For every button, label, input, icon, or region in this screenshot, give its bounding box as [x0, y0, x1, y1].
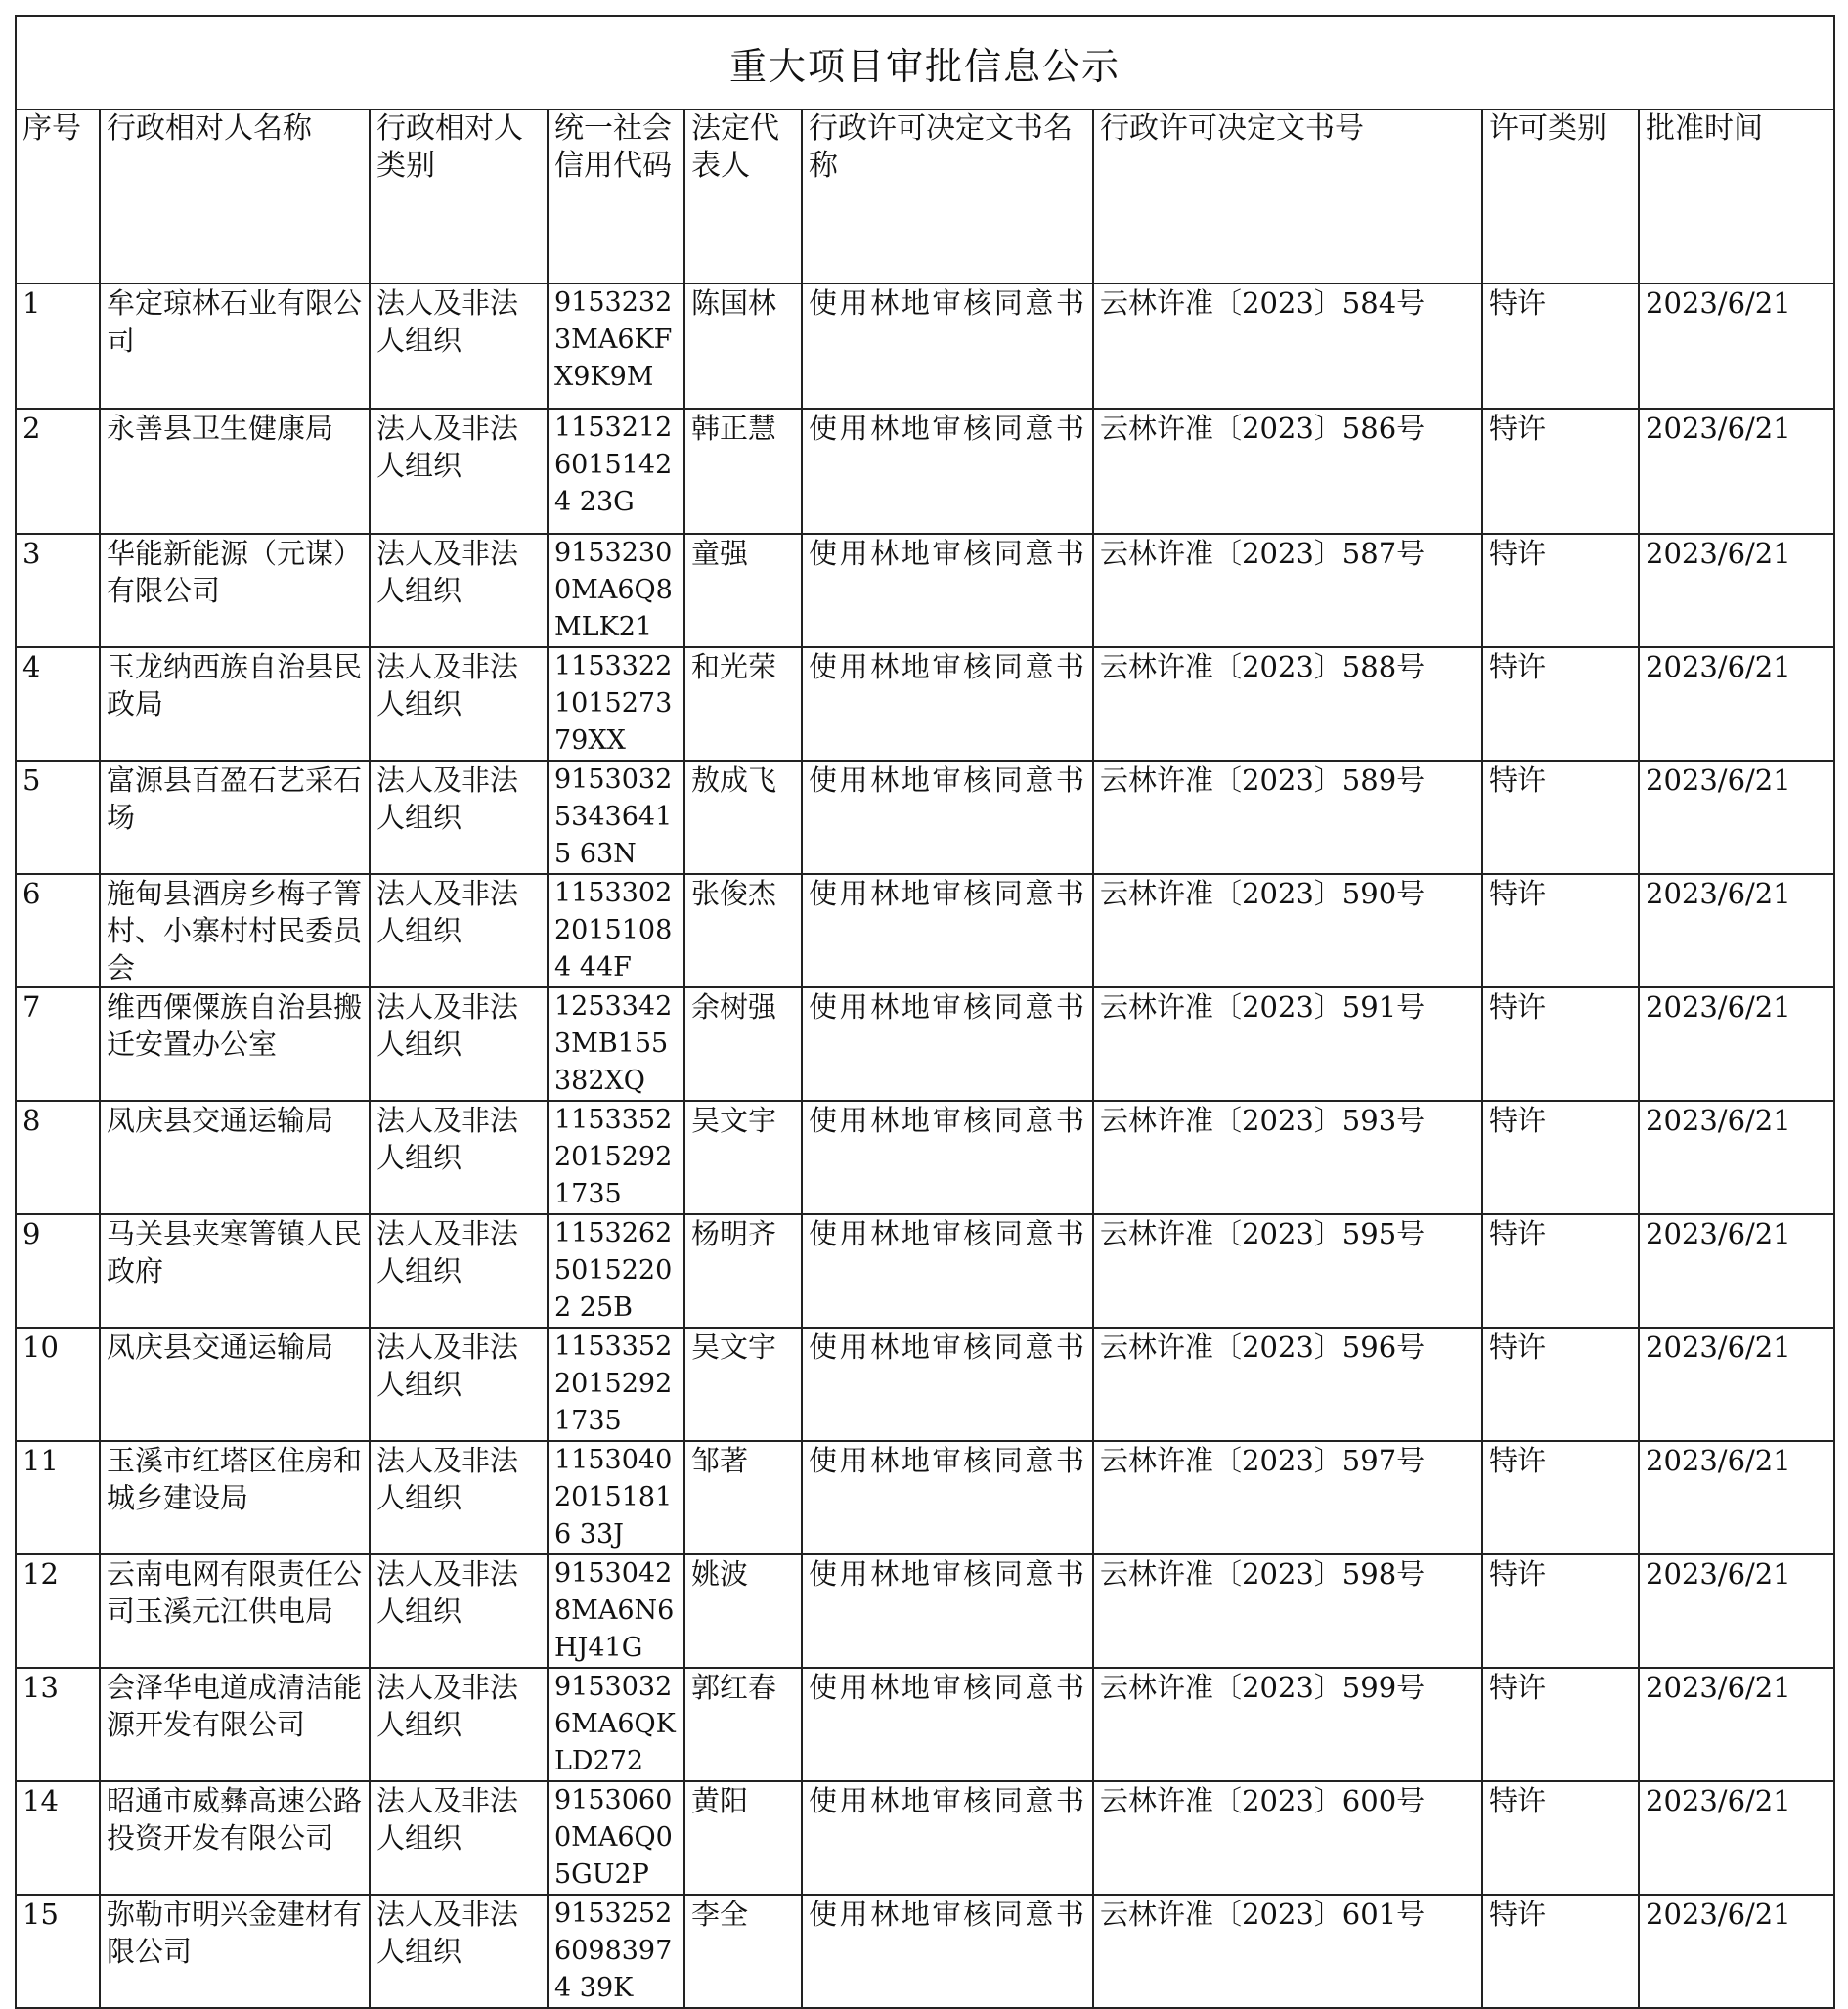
cell-approval-date: 2023/6/21: [1639, 1101, 1834, 1214]
cell-seq: 8: [16, 1101, 100, 1214]
cell-seq: 6: [16, 874, 100, 987]
cell-name: 弥勒市明兴金建材有限公司: [100, 1895, 370, 2008]
cell-seq: 12: [16, 1554, 100, 1668]
cell-approval-date: 2023/6/21: [1639, 1895, 1834, 2008]
cell-doc-no: 云林许准〔2023〕589号: [1093, 761, 1482, 874]
cell-doc-name: 使用林地审核同意书: [802, 1554, 1093, 1668]
cell-legal-rep: 吴文宇: [684, 1328, 802, 1441]
table-row: [16, 284, 1834, 409]
cell-category: 法人及非法人组织: [370, 534, 548, 647]
cell-name: 马关县夹寒箐镇人民政府: [100, 1214, 370, 1328]
cell-name: 玉溪市红塔区住房和城乡建设局: [100, 1441, 370, 1554]
cell-approval-date: 2023/6/21: [1639, 1214, 1834, 1328]
table-row: [16, 1101, 1834, 1214]
cell-name: 昭通市威彝高速公路投资开发有限公司: [100, 1781, 370, 1895]
cell-approval-date: 2023/6/21: [1639, 1441, 1834, 1554]
cell-doc-name: 使用林地审核同意书: [802, 761, 1093, 874]
cell-name: 玉龙纳西族自治县民政局: [100, 647, 370, 761]
cell-doc-name: 使用林地审核同意书: [802, 534, 1093, 647]
cell-seq: 5: [16, 761, 100, 874]
cell-name: 施甸县酒房乡梅子箐村、小寨村村民委员会: [100, 874, 370, 987]
cell-seq: 11: [16, 1441, 100, 1554]
cell-credit-code: 91530326MA6QKLD272: [548, 1668, 684, 1781]
cell-doc-name: 使用林地审核同意书: [802, 1441, 1093, 1554]
cell-legal-rep: 杨明齐: [684, 1214, 802, 1328]
cell-legal-rep: 和光荣: [684, 647, 802, 761]
cell-seq: 10: [16, 1328, 100, 1441]
cell-permit-type: 特许: [1482, 1554, 1639, 1668]
cell-category: 法人及非法人组织: [370, 1101, 548, 1214]
table-row: [16, 1781, 1834, 1895]
header-category: 行政相对人类别: [370, 109, 548, 284]
cell-credit-code: 115321260151424 23G: [548, 409, 684, 534]
cell-legal-rep: 姚波: [684, 1554, 802, 1668]
cell-category: 法人及非法人组织: [370, 1668, 548, 1781]
cell-approval-date: 2023/6/21: [1639, 1781, 1834, 1895]
cell-legal-rep: 余树强: [684, 987, 802, 1101]
cell-doc-no: 云林许准〔2023〕591号: [1093, 987, 1482, 1101]
cell-permit-type: 特许: [1482, 1441, 1639, 1554]
header-row: [16, 109, 1834, 284]
cell-category: 法人及非法人组织: [370, 409, 548, 534]
cell-doc-name: 使用林地审核同意书: [802, 1781, 1093, 1895]
cell-name: 云南电网有限责任公司玉溪元江供电局: [100, 1554, 370, 1668]
cell-doc-no: 云林许准〔2023〕599号: [1093, 1668, 1482, 1781]
cell-approval-date: 2023/6/21: [1639, 1328, 1834, 1441]
cell-seq: 9: [16, 1214, 100, 1328]
header-name: 行政相对人名称: [100, 109, 370, 284]
cell-credit-code: 115330220151084 44F: [548, 874, 684, 987]
cell-doc-name: 使用林地审核同意书: [802, 1895, 1093, 2008]
cell-approval-date: 2023/6/21: [1639, 409, 1834, 534]
cell-approval-date: 2023/6/21: [1639, 987, 1834, 1101]
cell-seq: 4: [16, 647, 100, 761]
table-row: [16, 1554, 1834, 1668]
cell-credit-code: 115335220152921735: [548, 1328, 684, 1441]
table-row: [16, 1895, 1834, 2008]
table-row: [16, 1328, 1834, 1441]
cell-category: 法人及非法人组织: [370, 1895, 548, 2008]
cell-doc-no: 云林许准〔2023〕590号: [1093, 874, 1482, 987]
cell-doc-no: 云林许准〔2023〕588号: [1093, 647, 1482, 761]
cell-category: 法人及非法人组织: [370, 1781, 548, 1895]
table-row: [16, 1214, 1834, 1328]
cell-permit-type: 特许: [1482, 1214, 1639, 1328]
cell-credit-code: 91532300MA6Q8MLK21: [548, 534, 684, 647]
cell-legal-rep: 韩正慧: [684, 409, 802, 534]
cell-seq: 3: [16, 534, 100, 647]
cell-doc-name: 使用林地审核同意书: [802, 647, 1093, 761]
cell-legal-rep: 童强: [684, 534, 802, 647]
table-row: [16, 874, 1834, 987]
cell-approval-date: 2023/6/21: [1639, 1554, 1834, 1668]
cell-legal-rep: 邹著: [684, 1441, 802, 1554]
cell-category: 法人及非法人组织: [370, 1441, 548, 1554]
cell-name: 华能新能源（元谋）有限公司: [100, 534, 370, 647]
cell-doc-name: 使用林地审核同意书: [802, 1328, 1093, 1441]
header-permit-type: 许可类别: [1482, 109, 1639, 284]
cell-permit-type: 特许: [1482, 987, 1639, 1101]
cell-credit-code: 1153322101527379XX: [548, 647, 684, 761]
cell-doc-name: 使用林地审核同意书: [802, 284, 1093, 409]
cell-legal-rep: 陈国林: [684, 284, 802, 409]
cell-permit-type: 特许: [1482, 1895, 1639, 2008]
cell-credit-code: 12533423MB155382XQ: [548, 987, 684, 1101]
cell-approval-date: 2023/6/21: [1639, 761, 1834, 874]
cell-legal-rep: 张俊杰: [684, 874, 802, 987]
cell-legal-rep: 黄阳: [684, 1781, 802, 1895]
cell-doc-no: 云林许准〔2023〕600号: [1093, 1781, 1482, 1895]
cell-permit-type: 特许: [1482, 1101, 1639, 1214]
header-credit-code: 统一社会信用代码: [548, 109, 684, 284]
cell-legal-rep: 敖成飞: [684, 761, 802, 874]
cell-doc-name: 使用林地审核同意书: [802, 1101, 1093, 1214]
cell-seq: 1: [16, 284, 100, 409]
header-legal-rep: 法定代表人: [684, 109, 802, 284]
cell-name: 会泽华电道成清洁能源开发有限公司: [100, 1668, 370, 1781]
cell-permit-type: 特许: [1482, 647, 1639, 761]
header-seq: 序号: [16, 109, 100, 284]
cell-category: 法人及非法人组织: [370, 761, 548, 874]
cell-doc-name: 使用林地审核同意书: [802, 987, 1093, 1101]
cell-name: 凤庆县交通运输局: [100, 1328, 370, 1441]
cell-category: 法人及非法人组织: [370, 987, 548, 1101]
cell-name: 富源县百盈石艺采石场: [100, 761, 370, 874]
cell-legal-rep: 吴文宇: [684, 1101, 802, 1214]
cell-permit-type: 特许: [1482, 409, 1639, 534]
table-row: [16, 987, 1834, 1101]
cell-doc-no: 云林许准〔2023〕593号: [1093, 1101, 1482, 1214]
cell-credit-code: 91530600MA6Q05GU2P: [548, 1781, 684, 1895]
cell-credit-code: 915325260983974 39K: [548, 1895, 684, 2008]
cell-seq: 2: [16, 409, 100, 534]
cell-credit-code: 915303253436415 63N: [548, 761, 684, 874]
cell-category: 法人及非法人组织: [370, 284, 548, 409]
cell-doc-no: 云林许准〔2023〕596号: [1093, 1328, 1482, 1441]
table-row: [16, 1668, 1834, 1781]
cell-legal-rep: 郭红春: [684, 1668, 802, 1781]
cell-seq: 15: [16, 1895, 100, 2008]
cell-name: 永善县卫生健康局: [100, 409, 370, 534]
header-approval-date: 批准时间: [1639, 109, 1834, 284]
cell-permit-type: 特许: [1482, 284, 1639, 409]
header-doc-no: 行政许可决定文书号: [1093, 109, 1482, 284]
cell-credit-code: 115326250152202 25B: [548, 1214, 684, 1328]
cell-approval-date: 2023/6/21: [1639, 1668, 1834, 1781]
cell-permit-type: 特许: [1482, 1328, 1639, 1441]
cell-seq: 7: [16, 987, 100, 1101]
cell-name: 凤庆县交通运输局: [100, 1101, 370, 1214]
header-doc-name: 行政许可决定文书名称: [802, 109, 1093, 284]
cell-credit-code: 91532323MA6KFX9K9M: [548, 284, 684, 409]
cell-credit-code: 91530428MA6N6HJ41G: [548, 1554, 684, 1668]
cell-name: 牟定琼林石业有限公司: [100, 284, 370, 409]
cell-doc-no: 云林许准〔2023〕597号: [1093, 1441, 1482, 1554]
table-row: [16, 1441, 1834, 1554]
cell-permit-type: 特许: [1482, 1781, 1639, 1895]
cell-approval-date: 2023/6/21: [1639, 284, 1834, 409]
cell-permit-type: 特许: [1482, 1668, 1639, 1781]
cell-category: 法人及非法人组织: [370, 1214, 548, 1328]
cell-permit-type: 特许: [1482, 761, 1639, 874]
approval-table: [15, 15, 1835, 2009]
table-row: [16, 409, 1834, 534]
cell-credit-code: 115335220152921735: [548, 1101, 684, 1214]
cell-category: 法人及非法人组织: [370, 1328, 548, 1441]
table-row: [16, 534, 1834, 647]
cell-credit-code: 115304020151816 33J: [548, 1441, 684, 1554]
cell-permit-type: 特许: [1482, 534, 1639, 647]
cell-doc-name: 使用林地审核同意书: [802, 409, 1093, 534]
cell-category: 法人及非法人组织: [370, 647, 548, 761]
table-row: [16, 647, 1834, 761]
cell-approval-date: 2023/6/21: [1639, 874, 1834, 987]
cell-approval-date: 2023/6/21: [1639, 647, 1834, 761]
cell-permit-type: 特许: [1482, 874, 1639, 987]
cell-seq: 13: [16, 1668, 100, 1781]
cell-category: 法人及非法人组织: [370, 874, 548, 987]
cell-legal-rep: 李全: [684, 1895, 802, 2008]
cell-doc-no: 云林许准〔2023〕598号: [1093, 1554, 1482, 1668]
cell-doc-name: 使用林地审核同意书: [802, 1668, 1093, 1781]
cell-doc-no: 云林许准〔2023〕587号: [1093, 534, 1482, 647]
table-row: [16, 761, 1834, 874]
cell-doc-name: 使用林地审核同意书: [802, 1214, 1093, 1328]
cell-doc-no: 云林许准〔2023〕584号: [1093, 284, 1482, 409]
cell-doc-name: 使用林地审核同意书: [802, 874, 1093, 987]
cell-name: 维西傈僳族自治县搬迁安置办公室: [100, 987, 370, 1101]
cell-seq: 14: [16, 1781, 100, 1895]
cell-approval-date: 2023/6/21: [1639, 534, 1834, 647]
page-title: 重大项目审批信息公示: [16, 16, 1834, 109]
cell-doc-no: 云林许准〔2023〕586号: [1093, 409, 1482, 534]
cell-doc-no: 云林许准〔2023〕601号: [1093, 1895, 1482, 2008]
cell-category: 法人及非法人组织: [370, 1554, 548, 1668]
table-body: [16, 284, 1834, 2008]
cell-doc-no: 云林许准〔2023〕595号: [1093, 1214, 1482, 1328]
